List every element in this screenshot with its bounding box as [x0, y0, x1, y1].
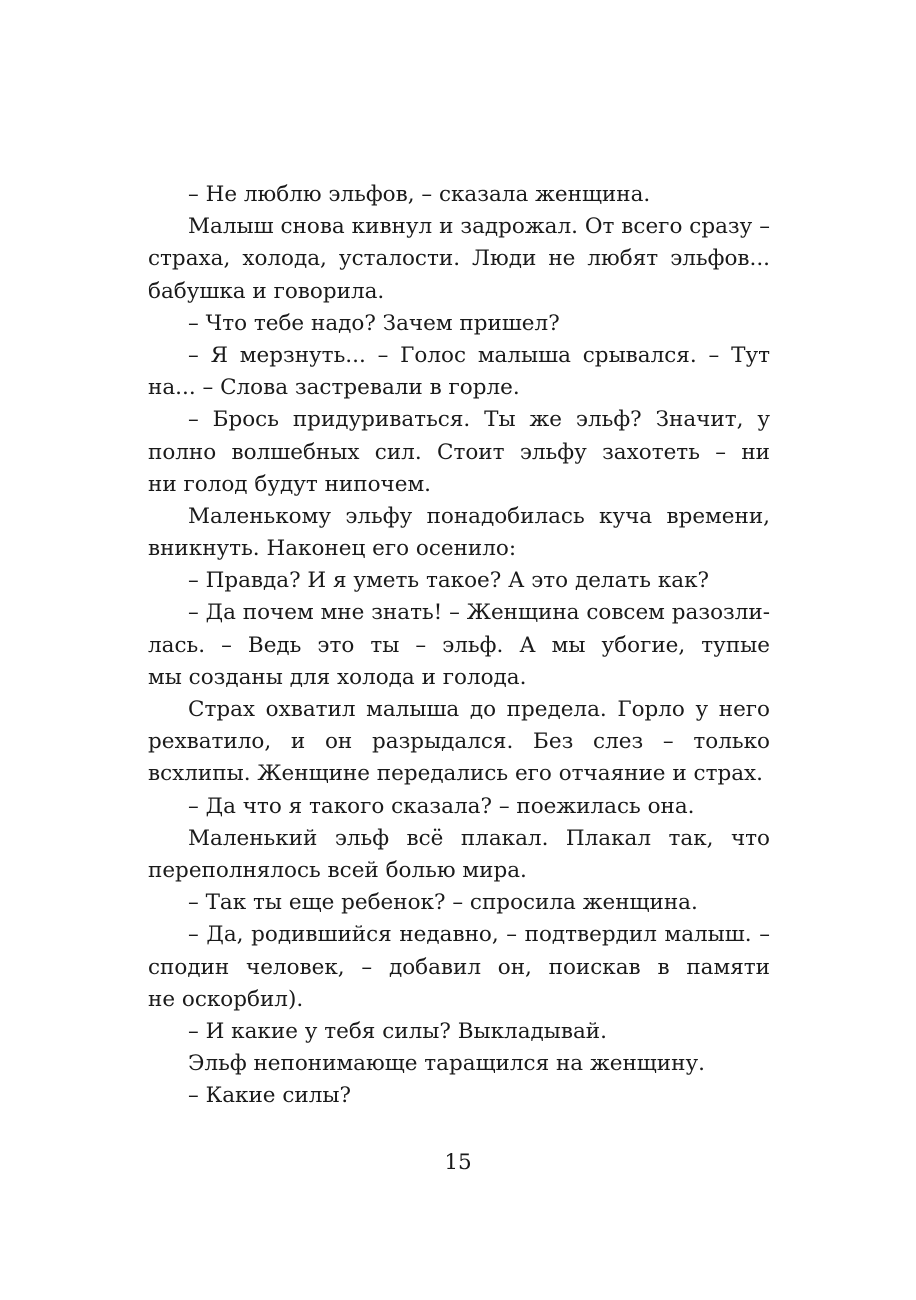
- page-number: 15: [444, 1150, 472, 1175]
- text-line: – Что тебе надо? Зачем пришел?: [188, 310, 560, 336]
- text-line: – Не люблю эльфов, – сказала женщина.: [188, 182, 651, 207]
- text-line: – И какие у тебя силы? Выкладывай.: [188, 1018, 607, 1044]
- text-line: сподин человек, – добавил он, поискав в памяти: [148, 954, 770, 980]
- text-line: – Так ты еще ребенок? – спросила женщина.: [188, 890, 698, 916]
- text-line: – Правда? И я уметь такое? А это делать как?: [188, 568, 710, 594]
- text-line: на... – Слова застревали в горле.: [148, 375, 520, 401]
- text-line: Малыш снова кивнул и задрожал. От всего сразу –: [188, 214, 770, 240]
- text-line: – Да что я такого сказала? – поежилась она.: [188, 793, 695, 819]
- text-line: Маленький эльф всё плакал. Плакал так, что: [188, 825, 770, 851]
- text-line: – Да, родившийся недавно, – подтвердил малыш. –: [188, 922, 770, 948]
- text-line: мы созданы для холода и голода.: [148, 664, 527, 690]
- text-line: полно волшебных сил. Стоит эльфу захотеть – ни: [148, 439, 770, 465]
- text-line: переполнялось всей болью мира.: [148, 857, 527, 883]
- text-line: вникнуть. Наконец его осенило:: [148, 536, 517, 562]
- text-line: всхлипы. Женщине передались его отчаяние и страх.: [148, 761, 764, 787]
- text-line: страха, холода, усталости. Люди не любят эльфов...: [148, 246, 770, 272]
- text-line: не оскорбил).: [148, 986, 304, 1012]
- text-line: лась. – Ведь это ты – эльф. А мы убогие, тупые: [148, 632, 770, 658]
- text-line: бабушка и говорила.: [148, 278, 385, 304]
- text-line: Эльф непонимающе таращился на женщину.: [188, 1051, 705, 1077]
- text-line: Страх охватил малыша до предела. Горло у него: [188, 697, 770, 722]
- text-line: – Я мерзнуть... – Голос малыша срывался. – Тут: [188, 342, 770, 368]
- body-text: [148, 179, 770, 1112]
- text-line: – Какие силы?: [188, 1083, 352, 1109]
- text-line: Маленькому эльфу понадобилась куча времени,: [188, 503, 770, 529]
- text-line: – Брось придуриваться. Ты же эльф? Значит, у: [188, 407, 770, 433]
- text-line: ни голод будут нипочем.: [148, 471, 432, 497]
- text-line: рехватило, и он разрыдался. Без слез – только: [148, 729, 770, 755]
- text-line: – Да почем мне знать! – Женщина совсем разозли-: [188, 600, 770, 626]
